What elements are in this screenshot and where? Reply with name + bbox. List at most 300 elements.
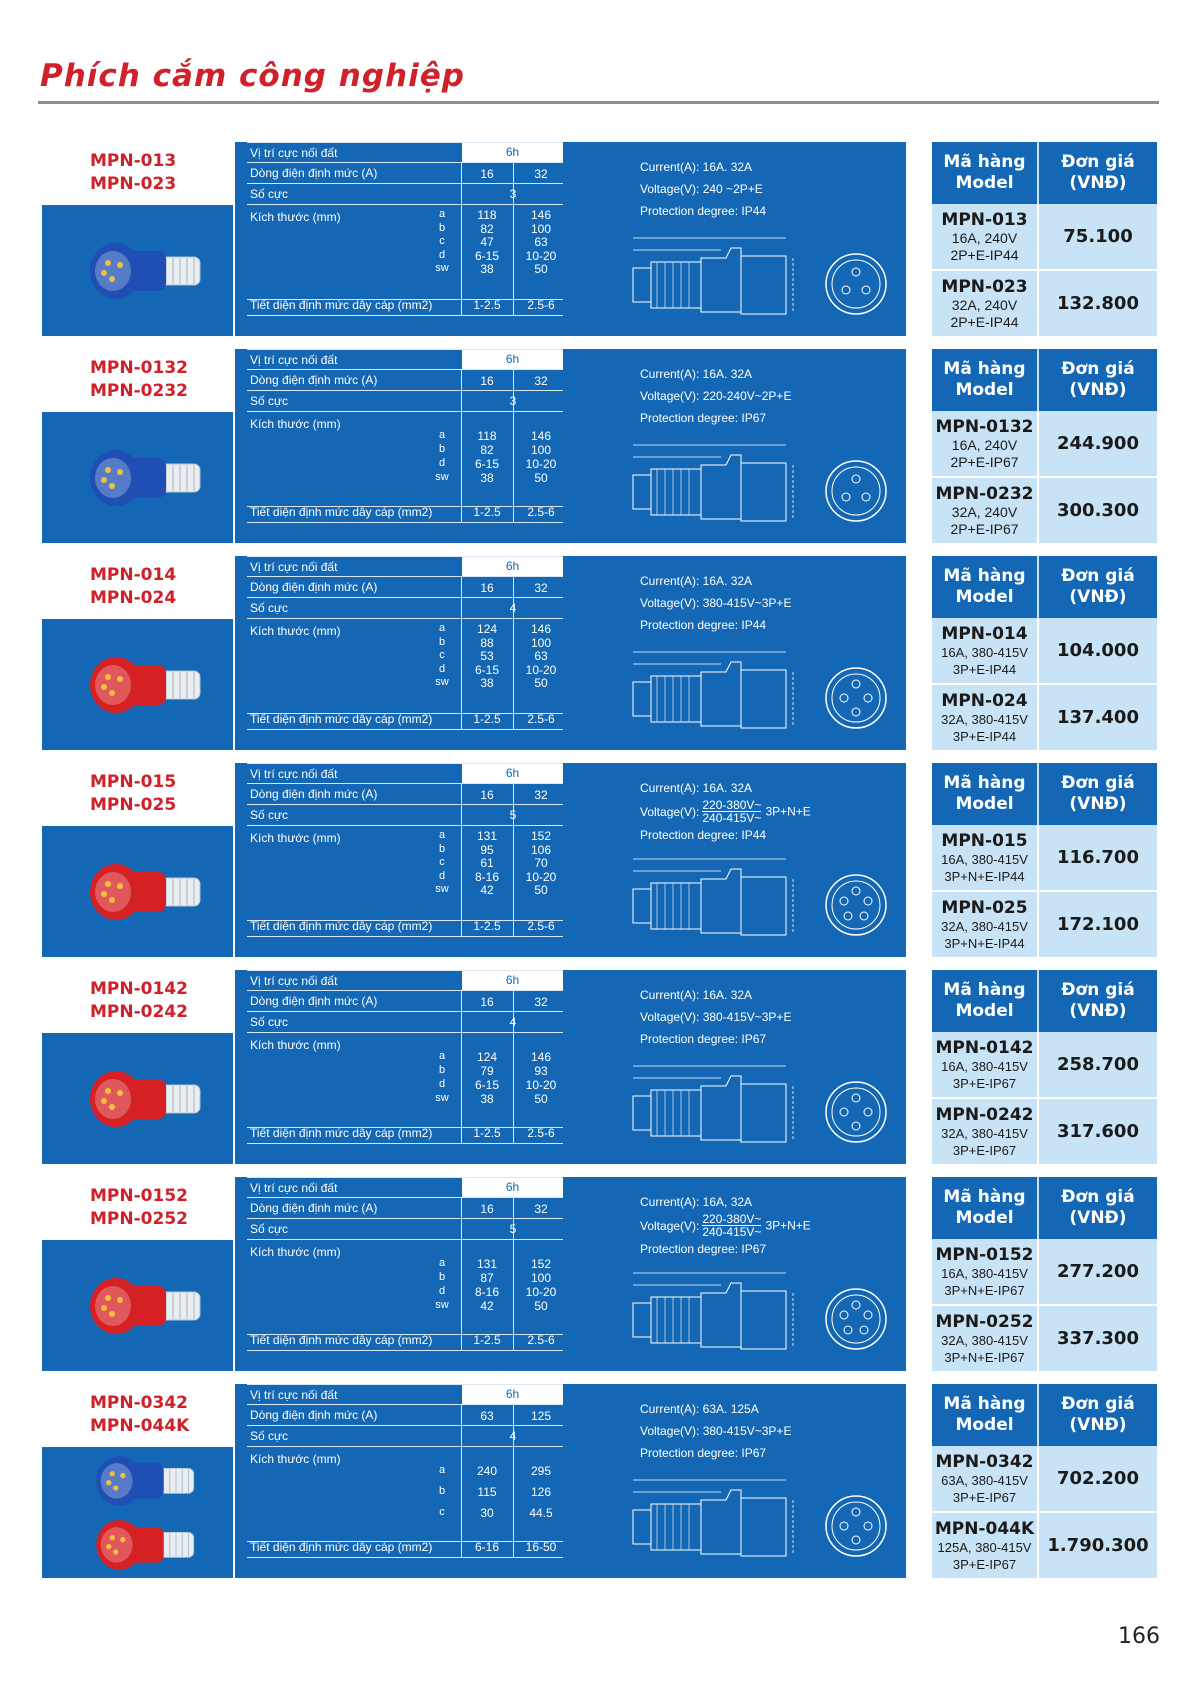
header-price-en: (VNĐ) xyxy=(1069,380,1127,400)
price-row xyxy=(932,1099,1157,1164)
protection-info: Protection degree: IP44 xyxy=(640,204,767,218)
header-model xyxy=(932,349,1037,411)
label-poles: Số cực xyxy=(250,187,289,201)
price-row xyxy=(932,1306,1157,1371)
label-earth-position: Vị trí cực nối đất xyxy=(250,974,338,988)
item-price: 702.200 xyxy=(1057,1468,1139,1489)
dimension-value: 295 xyxy=(530,1464,552,1478)
item-model: MPN-013 xyxy=(941,209,1028,230)
item-model-cell xyxy=(932,892,1037,957)
item-price: 132.800 xyxy=(1057,293,1139,314)
dimension-value: 152 xyxy=(530,829,552,843)
model-code: MPN-0242 xyxy=(90,1002,188,1022)
price-table xyxy=(932,142,1157,336)
cable-value: 1-2.5 xyxy=(473,1126,501,1140)
red-plug-image xyxy=(80,1513,210,1575)
dimension-letter: sw xyxy=(435,1092,449,1104)
dimension-value: 70 xyxy=(534,856,548,870)
cable-value: 1-2.5 xyxy=(473,712,501,726)
cable-value: 2.5-6 xyxy=(527,1333,555,1347)
item-model-cell xyxy=(932,1032,1037,1097)
cable-value: 1-2.5 xyxy=(473,505,501,519)
item-model-cell xyxy=(932,685,1037,750)
current-info: Current(A): 16A. 32A xyxy=(640,781,753,795)
spec-panel xyxy=(235,1177,906,1371)
model-code: MPN-0152 xyxy=(90,1186,188,1206)
item-model: MPN-0152 xyxy=(935,1244,1034,1265)
voltage-info: Voltage(V): 240 ~2P+E xyxy=(640,182,763,196)
item-price: 244.900 xyxy=(1057,433,1139,454)
header-model xyxy=(932,1177,1037,1239)
item-model: MPN-044K xyxy=(934,1518,1035,1539)
item-spec: 3P+N+E-IP67 xyxy=(944,1349,1025,1365)
header-model-vn: Mã hàng xyxy=(943,980,1026,1000)
header-model-vn: Mã hàng xyxy=(943,773,1026,793)
header-price xyxy=(1039,970,1157,1032)
header-model-vn: Mã hàng xyxy=(943,1394,1026,1414)
label-earth-position: Vị trí cực nối đất xyxy=(250,146,338,160)
poles-value: 4 xyxy=(509,601,517,615)
table-divider xyxy=(513,783,514,936)
protection-info: Protection degree: IP44 xyxy=(640,618,767,632)
dimension-letter: d xyxy=(438,869,446,882)
model-code: MPN-023 xyxy=(90,174,177,194)
dimension-value: 30 xyxy=(480,1506,494,1520)
dimension-letter: b xyxy=(438,635,446,648)
dimension-letter: c xyxy=(439,856,445,868)
dimension-value: 53 xyxy=(480,649,494,663)
item-price: 1.790.300 xyxy=(1047,1535,1149,1556)
header-model-en: Model xyxy=(955,173,1014,193)
price-table xyxy=(932,763,1157,957)
item-model-cell xyxy=(932,1099,1037,1164)
item-price: 337.300 xyxy=(1057,1328,1139,1349)
cable-value: 2.5-6 xyxy=(527,505,555,519)
model-code: MPN-0132 xyxy=(90,358,188,378)
label-rated-current: Dòng điện định mức (A) xyxy=(250,994,378,1008)
dimension-letter: sw xyxy=(435,676,449,688)
product-photo xyxy=(42,1447,233,1578)
poles-value: 5 xyxy=(509,808,517,822)
voltage-bottom: 240-415V~ xyxy=(702,1225,762,1239)
label-dimensions: Kích thước (mm) xyxy=(250,831,341,845)
dimension-value: 61 xyxy=(480,856,494,870)
table-divider xyxy=(247,411,563,412)
table-divider xyxy=(247,390,563,391)
item-model: MPN-0132 xyxy=(935,416,1034,437)
dimension-value: 100 xyxy=(530,1271,552,1285)
dimension-value: 8-16 xyxy=(474,869,500,884)
label-cable-section: Tiết diện định mức dây cáp (mm2) xyxy=(250,1333,433,1347)
dimension-letter: sw xyxy=(435,471,449,483)
spec-table xyxy=(235,1177,587,1371)
label-rated-current: Dòng điện định mức (A) xyxy=(250,787,378,801)
item-model: MPN-0342 xyxy=(935,1451,1034,1472)
item-spec: 3P+E-IP67 xyxy=(952,1075,1017,1091)
header-model-en: Model xyxy=(955,1001,1014,1021)
header-price-en: (VNĐ) xyxy=(1069,1208,1127,1228)
label-dimensions: Kích thước (mm) xyxy=(250,624,341,638)
label-cable-section: Tiết diện định mức dây cáp (mm2) xyxy=(250,1126,433,1140)
poles-value: 4 xyxy=(509,1015,517,1029)
dimension-value: 100 xyxy=(530,443,552,457)
current-value: 32 xyxy=(534,788,548,802)
item-model-cell xyxy=(932,411,1037,476)
dimension-value: 240 xyxy=(476,1464,498,1478)
current-info: Current(A): 63A. 125A xyxy=(640,1402,759,1416)
item-price: 116.700 xyxy=(1057,847,1139,868)
label-dimensions: Kích thước (mm) xyxy=(250,417,341,431)
page-number: 166 xyxy=(1118,1624,1160,1649)
item-spec: 3P+E-IP44 xyxy=(952,728,1017,744)
dimension-value: 87 xyxy=(480,1271,494,1285)
table-divider xyxy=(513,990,514,1143)
red-plug-image xyxy=(80,1055,210,1141)
electrical-info xyxy=(640,156,766,222)
dimension-value: 8-16 xyxy=(474,1285,500,1299)
label-earth-position: Vị trí cực nối đất xyxy=(250,560,338,574)
table-divider xyxy=(247,369,563,370)
dimension-value: 82 xyxy=(480,221,494,236)
plug-dimension-diagram xyxy=(601,1056,901,1156)
label-cable-section: Tiết diện định mức dây cáp (mm2) xyxy=(250,505,433,519)
page-title: Phích cắm công nghiệp xyxy=(40,58,465,94)
dimension-value: 10-20 xyxy=(525,457,557,471)
table-divider xyxy=(461,1404,462,1557)
model-code: MPN-024 xyxy=(90,588,177,608)
model-code: MPN-0252 xyxy=(90,1209,188,1229)
cable-value: 1-2.5 xyxy=(473,1333,501,1347)
header-model xyxy=(932,142,1037,204)
earth-position-value: 6h xyxy=(462,971,563,990)
price-row xyxy=(932,271,1157,336)
model-code: MPN-014 xyxy=(90,565,177,585)
table-divider xyxy=(247,183,563,184)
title-rule xyxy=(38,101,1159,104)
spec-table xyxy=(235,1384,587,1578)
dimension-letter: sw xyxy=(435,883,449,895)
dimension-letter: sw xyxy=(435,1299,449,1311)
current-value: 16 xyxy=(480,788,494,802)
dimension-value: 10-20 xyxy=(525,248,557,263)
voltage-suffix: 3P+N+E xyxy=(765,804,811,819)
label-poles: Số cực xyxy=(250,394,289,408)
spec-panel xyxy=(235,142,906,336)
item-spec: 2P+E-IP67 xyxy=(950,520,1019,537)
item-model: MPN-0252 xyxy=(935,1311,1034,1332)
product-block xyxy=(42,556,1157,750)
header-price-en: (VNĐ) xyxy=(1069,587,1127,607)
dimension-value: 126 xyxy=(530,1485,552,1499)
product-photo xyxy=(42,412,233,543)
dimension-value: 38 xyxy=(480,471,494,485)
spec-panel xyxy=(235,556,906,750)
dimension-value: 10-20 xyxy=(525,1078,557,1092)
table-divider xyxy=(247,204,563,205)
item-price: 258.700 xyxy=(1057,1054,1139,1075)
dimension-value: 95 xyxy=(480,842,494,857)
voltage-suffix: 3P+N+E xyxy=(765,1218,811,1233)
item-model: MPN-014 xyxy=(941,623,1028,644)
header-price-en: (VNĐ) xyxy=(1069,1415,1127,1435)
voltage-info xyxy=(640,1213,811,1238)
voltage-info: Voltage(V): 380-415V~3P+E xyxy=(640,1424,792,1438)
cable-value: 2.5-6 xyxy=(527,919,555,933)
price-table xyxy=(932,970,1157,1164)
product-photo xyxy=(42,1240,233,1371)
plug-dimension-diagram xyxy=(601,228,901,328)
item-model-cell xyxy=(932,271,1037,336)
voltage-label: Voltage(V): xyxy=(640,1218,700,1233)
spec-table xyxy=(235,556,587,750)
header-price-vn: Đơn giá xyxy=(1061,1394,1135,1414)
current-value: 16 xyxy=(480,581,494,595)
table-divider xyxy=(247,1143,563,1144)
table-divider xyxy=(513,369,514,522)
dimension-letter: b xyxy=(438,842,446,855)
voltage-info: Voltage(V): 220-240V~2P+E xyxy=(640,389,792,403)
table-divider xyxy=(513,1197,514,1350)
dimension-value: 50 xyxy=(534,1092,548,1106)
model-codes xyxy=(90,564,176,610)
model-codes xyxy=(90,357,188,403)
dimension-value: 50 xyxy=(534,1299,548,1313)
header-model-en: Model xyxy=(955,380,1014,400)
table-divider xyxy=(513,576,514,729)
poles-value: 3 xyxy=(509,187,517,201)
label-poles: Số cực xyxy=(250,808,289,822)
dimension-letter: c xyxy=(439,1506,445,1518)
cable-value: 1-2.5 xyxy=(473,919,501,933)
dimension-value: 146 xyxy=(530,208,552,222)
dimension-value: 10-20 xyxy=(525,1285,557,1299)
current-info: Current(A): 16A. 32A xyxy=(640,367,753,381)
label-rated-current: Dòng điện định mức (A) xyxy=(250,166,378,180)
table-divider xyxy=(247,1404,563,1405)
dimension-value: 10-20 xyxy=(525,662,557,677)
table-divider xyxy=(247,936,563,937)
dimension-value: 131 xyxy=(476,829,498,843)
item-model-cell xyxy=(932,1446,1037,1511)
item-model-cell xyxy=(932,478,1037,543)
label-cable-section: Tiết diện định mức dây cáp (mm2) xyxy=(250,712,433,726)
dimension-value: 42 xyxy=(480,883,494,897)
model-code: MPN-015 xyxy=(90,772,177,792)
voltage-info: Voltage(V): 380-415V~3P+E xyxy=(640,596,792,610)
dimension-value: 6-15 xyxy=(474,457,500,471)
label-earth-position: Vị trí cực nối đất xyxy=(250,1388,338,1402)
header-price xyxy=(1039,142,1157,204)
header-price xyxy=(1039,1177,1157,1239)
spec-table xyxy=(235,142,587,336)
label-earth-position: Vị trí cực nối đất xyxy=(250,767,338,781)
label-poles: Số cực xyxy=(250,601,289,615)
dimension-value: 118 xyxy=(477,429,497,443)
label-rated-current: Dòng điện định mức (A) xyxy=(250,373,378,387)
item-spec: 3P+E-IP67 xyxy=(952,1142,1017,1158)
item-price: 75.100 xyxy=(1063,226,1133,247)
table-divider xyxy=(247,315,563,316)
item-spec: 3P+N+E-IP67 xyxy=(944,1282,1025,1298)
spec-panel xyxy=(235,763,906,957)
dimension-value: 6-15 xyxy=(474,662,500,677)
item-price: 277.200 xyxy=(1057,1261,1139,1282)
dimension-value: 63 xyxy=(534,649,548,663)
current-value: 63 xyxy=(480,1409,494,1423)
model-codes xyxy=(90,150,176,196)
dimension-letter: b xyxy=(438,1064,446,1076)
dimension-letter: a xyxy=(438,622,446,634)
dimension-value: 6-15 xyxy=(474,248,500,263)
blue-plug-image xyxy=(80,434,210,520)
blue-plug-image xyxy=(80,227,210,313)
header-model xyxy=(932,970,1037,1032)
header-model-vn: Mã hàng xyxy=(943,152,1026,172)
model-code: MPN-0232 xyxy=(90,381,188,401)
item-model: MPN-023 xyxy=(941,276,1028,297)
poles-value: 4 xyxy=(509,1429,517,1443)
dimension-value: 44.5 xyxy=(529,1506,553,1520)
current-value: 16 xyxy=(480,1202,494,1216)
label-dimensions: Kích thước (mm) xyxy=(250,210,341,224)
header-price-vn: Đơn giá xyxy=(1061,980,1135,1000)
label-cable-section: Tiết diện định mức dây cáp (mm2) xyxy=(250,298,433,312)
dimension-value: 131 xyxy=(476,1257,498,1271)
item-model-cell xyxy=(932,825,1037,890)
earth-position-value: 6h xyxy=(462,764,563,783)
cable-value: 16-50 xyxy=(525,1540,557,1554)
item-spec: 32A, 380-415V xyxy=(941,918,1028,934)
table-divider xyxy=(247,1011,563,1012)
dimension-value: 115 xyxy=(477,1485,497,1499)
label-dimensions: Kích thước (mm) xyxy=(250,1245,341,1259)
item-price: 137.400 xyxy=(1057,707,1139,728)
product-photo xyxy=(42,826,233,957)
dimension-letter: a xyxy=(438,208,446,220)
label-rated-current: Dòng điện định mức (A) xyxy=(250,1201,378,1215)
item-spec: 16A, 240V xyxy=(951,436,1018,453)
plug-dimension-diagram xyxy=(601,642,901,742)
dimension-value: 146 xyxy=(530,622,552,636)
voltage-info xyxy=(640,799,811,824)
table-divider xyxy=(247,729,563,730)
table-divider xyxy=(247,1032,563,1033)
label-rated-current: Dòng điện định mức (A) xyxy=(250,580,378,594)
item-spec: 2P+E-IP67 xyxy=(950,453,1019,470)
plug-dimension-diagram xyxy=(601,1263,901,1363)
item-spec: 3P+N+E-IP44 xyxy=(944,868,1025,884)
item-spec: 16A, 380-415V xyxy=(941,1058,1028,1074)
header-model-en: Model xyxy=(955,1208,1014,1228)
price-row xyxy=(932,411,1157,476)
table-divider xyxy=(247,990,563,991)
item-spec: 16A, 380-415V xyxy=(941,851,1028,867)
item-spec: 32A, 380-415V xyxy=(941,1332,1028,1348)
header-model xyxy=(932,1384,1037,1446)
header-price-en: (VNĐ) xyxy=(1069,173,1127,193)
protection-info: Protection degree: IP67 xyxy=(640,1446,767,1460)
spec-panel xyxy=(235,970,906,1164)
label-rated-current: Dòng điện định mức (A) xyxy=(250,1408,378,1422)
table-divider xyxy=(247,597,563,598)
protection-info: Protection degree: IP44 xyxy=(640,828,767,842)
voltage-info: Voltage(V): 380-415V~3P+E xyxy=(640,1010,792,1024)
item-spec: 3P+E-IP44 xyxy=(952,661,1017,677)
header-price xyxy=(1039,349,1157,411)
item-model: MPN-0242 xyxy=(935,1104,1034,1125)
item-spec: 63A, 380-415V xyxy=(941,1472,1028,1488)
item-model-cell xyxy=(932,1513,1037,1578)
header-model-en: Model xyxy=(955,587,1014,607)
table-divider xyxy=(247,576,563,577)
electrical-info xyxy=(640,1398,791,1464)
header-price-en: (VNĐ) xyxy=(1069,794,1127,814)
table-divider xyxy=(247,804,563,805)
price-row xyxy=(932,1513,1157,1578)
price-row xyxy=(932,1239,1157,1304)
item-spec: 125A, 380-415V xyxy=(937,1539,1032,1555)
price-row xyxy=(932,1032,1157,1097)
dimension-value: 50 xyxy=(534,471,548,485)
dimension-letter: a xyxy=(438,1464,446,1476)
label-poles: Số cực xyxy=(250,1015,289,1029)
product-block xyxy=(42,1177,1157,1371)
product-block xyxy=(42,970,1157,1164)
product-block xyxy=(42,763,1157,957)
model-code: MPN-025 xyxy=(90,795,177,815)
model-code: MPN-044K xyxy=(90,1416,190,1436)
item-model-cell xyxy=(932,204,1037,269)
dimension-value: 42 xyxy=(480,1299,494,1313)
label-earth-position: Vị trí cực nối đất xyxy=(250,353,338,367)
current-value: 16 xyxy=(480,995,494,1009)
dimension-letter: b xyxy=(438,1485,446,1497)
price-row xyxy=(932,618,1157,683)
item-spec: 32A, 380-415V xyxy=(941,1125,1028,1141)
spec-table xyxy=(235,349,587,543)
dimension-value: 152 xyxy=(530,1257,552,1271)
dimension-value: 146 xyxy=(530,1050,552,1064)
poles-value: 3 xyxy=(509,394,517,408)
cable-value: 2.5-6 xyxy=(527,1126,555,1140)
dimension-letter: d xyxy=(438,248,446,261)
header-model xyxy=(932,556,1037,618)
label-dimensions: Kích thước (mm) xyxy=(250,1038,341,1052)
item-price: 317.600 xyxy=(1057,1121,1139,1142)
voltage-top: 220-380V~ xyxy=(702,1212,762,1226)
item-model-cell xyxy=(932,1239,1037,1304)
dimension-value: 38 xyxy=(480,262,494,276)
model-codes xyxy=(90,978,188,1024)
dimension-value: 93 xyxy=(534,1064,548,1078)
current-info: Current(A): 16A. 32A xyxy=(640,574,753,588)
dimension-value: 146 xyxy=(530,429,552,443)
cable-value: 2.5-6 xyxy=(527,298,555,312)
header-price-en: (VNĐ) xyxy=(1069,1001,1127,1021)
header-model xyxy=(932,763,1037,825)
red-plug-image xyxy=(80,848,210,934)
dimension-value: 88 xyxy=(480,635,494,650)
label-earth-position: Vị trí cực nối đất xyxy=(250,1181,338,1195)
item-spec: 16A, 380-415V xyxy=(941,1265,1028,1281)
model-code: MPN-0342 xyxy=(90,1393,188,1413)
item-model: MPN-024 xyxy=(941,690,1028,711)
dimension-letter: d xyxy=(438,1078,446,1090)
voltage-fraction xyxy=(702,1213,761,1238)
item-price: 104.000 xyxy=(1057,640,1139,661)
item-spec: 2P+E-IP44 xyxy=(950,313,1019,330)
electrical-info xyxy=(640,777,811,846)
